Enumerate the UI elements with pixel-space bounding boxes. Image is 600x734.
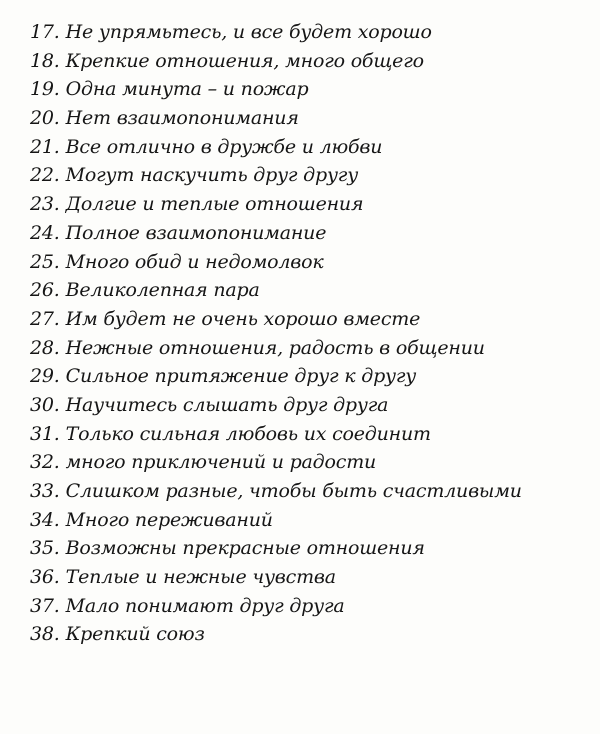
item-text: Возможны прекрасные отношения [65,537,425,560]
list-item [30,161,590,190]
list-item [30,534,590,563]
item-number: 38. [30,623,60,646]
item-number: 19. [30,78,60,101]
list-item [30,420,590,449]
list-item [30,190,590,219]
item-number: 36. [30,566,60,589]
item-text: Великолепная пара [65,279,260,302]
list-item [30,248,590,277]
item-text: Много обид и недомолвок [65,250,324,273]
item-text: Нет взаимопонимания [65,107,299,130]
item-number: 28. [30,336,60,359]
item-text: Нежные отношения, радость в общении [65,336,485,359]
numbered-list [30,18,590,649]
item-number: 20. [30,107,60,130]
list-item [30,448,590,477]
item-number: 32. [30,451,60,474]
item-text: Сильное притяжение друг к другу [65,365,417,388]
list-item [30,592,590,621]
item-number: 23. [30,193,60,216]
list-item [30,362,590,391]
item-text: Крепкие отношения, много общего [65,49,424,72]
item-text: Полное взаимопонимание [65,221,327,244]
item-number: 24. [30,221,60,244]
item-text: Теплые и нежные чувства [65,566,336,589]
item-text: Только сильная любовь их соединит [65,422,431,445]
item-number: 30. [30,393,60,416]
item-number: 37. [30,594,60,617]
list-item [30,506,590,535]
item-number: 21. [30,135,60,158]
item-text: Не упрямьтесь, и все будет хорошо [65,21,432,43]
list-item [30,391,590,420]
list-item [30,334,590,363]
list-item [30,477,590,506]
item-text: Научитесь слышать друг друга [65,393,389,416]
item-number: 35. [30,537,60,560]
item-number: 31. [30,422,60,445]
item-number: 34. [30,508,60,531]
item-number: 17. [30,21,60,43]
list-item [30,104,590,133]
list-item [30,276,590,305]
item-number: 29. [30,365,60,388]
list-item [30,305,590,334]
list-item [30,47,590,76]
list-item [30,620,590,649]
list-item [30,133,590,162]
item-number: 25. [30,250,60,273]
item-text: Мало понимают друг друга [65,594,345,617]
item-text: Им будет не очень хорошо вместе [65,307,421,330]
item-text: Все отлично в дружбе и любви [65,135,383,158]
item-text: Слишком разные, чтобы быть счастливыми [65,480,522,502]
item-text: много приключений и радости [65,451,377,474]
list-item [30,563,590,592]
item-number: 33. [30,480,60,502]
item-number: 26. [30,279,60,302]
list-item [30,18,590,47]
item-number: 22. [30,164,60,187]
item-text: Много переживаний [65,508,273,531]
item-text: Одна минута – и пожар [65,78,309,101]
item-text: Крепкий союз [65,623,205,646]
item-number: 18. [30,49,60,72]
item-text: Могут наскучить друг другу [65,164,359,187]
list-item [30,219,590,248]
item-text: Долгие и теплые отношения [65,193,364,216]
item-number: 27. [30,307,60,330]
list-item [30,75,590,104]
